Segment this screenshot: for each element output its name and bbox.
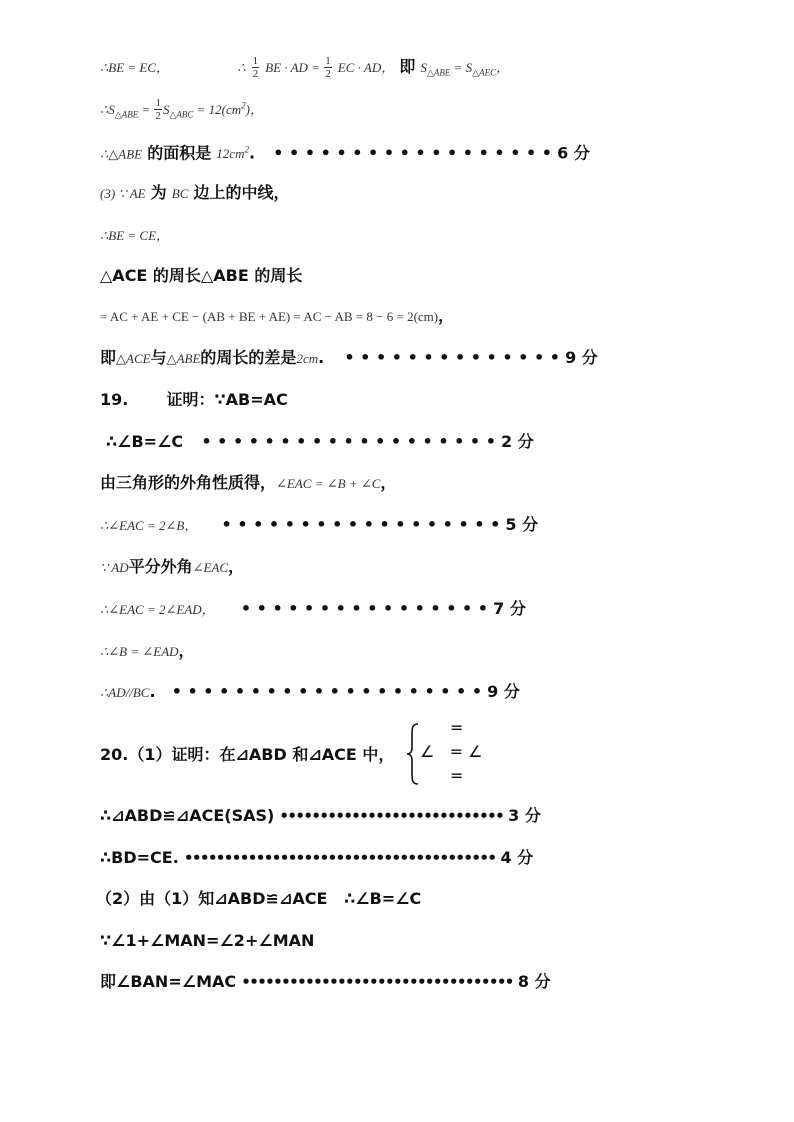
text-period-2: . bbox=[318, 348, 325, 367]
text-q20-proof-intro: 20.（1）证明：在⊿ABD 和⊿ACE 中， bbox=[100, 745, 395, 764]
text-comma-3: ， bbox=[228, 557, 245, 576]
score-label: 8 分 bbox=[517, 972, 551, 991]
math-triangle-abe-2: △ABE bbox=[166, 351, 201, 366]
math-eac-eq-b-c: ∠EAC = ∠B + ∠C bbox=[276, 476, 381, 491]
line-q19-start bbox=[100, 387, 288, 413]
line-perimeter-statement bbox=[100, 263, 302, 289]
question-number-19: 19. bbox=[100, 390, 129, 409]
math-eac-eq-2b: ∴∠EAC = 2∠B， bbox=[100, 518, 198, 533]
score-label: 3 分 bbox=[508, 806, 541, 825]
score-leader-dots: •••••••••••••••••••••••••••• bbox=[279, 807, 504, 825]
line-area-result bbox=[100, 137, 590, 167]
text-comma-2: ， bbox=[380, 473, 397, 492]
congruence-conditions-brace bbox=[406, 718, 496, 786]
line-perimeter-calc bbox=[100, 303, 454, 330]
line-perimeter-result bbox=[100, 345, 598, 372]
score-leader-dots: • • • • • • • • • • • • • • • • • • bbox=[273, 143, 553, 163]
math-triangle-abe: ∴△ABE bbox=[100, 146, 143, 162]
condition-row-1: = bbox=[450, 718, 464, 737]
line-congruent-sas bbox=[100, 803, 541, 829]
line-bd-eq-ce bbox=[100, 845, 533, 871]
line-ad-bisects bbox=[100, 554, 244, 581]
math-2cm: 2cm bbox=[296, 351, 319, 366]
text-ji: 即 bbox=[399, 57, 416, 76]
line-part3-median bbox=[100, 180, 290, 207]
text-angle1-man-angle2-man: ∵∠1+∠MAN=∠2+∠MAN bbox=[100, 931, 315, 950]
line-q20-start bbox=[100, 742, 394, 768]
line-angle-sum bbox=[100, 928, 314, 954]
math-12cm2: $12cm^2$ bbox=[216, 145, 249, 162]
text-bd-eq-ce: ∴BD=CE. bbox=[100, 848, 179, 867]
line-ban-eq-mac bbox=[100, 969, 551, 995]
score-label: 9 分 bbox=[487, 682, 520, 701]
text-ban-eq-mac: 即∠BAN=∠MAC bbox=[100, 972, 237, 991]
line-ad-parallel-bc bbox=[100, 679, 520, 706]
math-part3-ae: (3) ∵ AE bbox=[100, 186, 146, 201]
text-period: . bbox=[248, 143, 256, 163]
math-area-equality: $S_{\triangle ABE} = S_{\triangle AEC}$， bbox=[420, 60, 510, 78]
math-ec-ad: EC · AD， bbox=[337, 60, 395, 75]
math-ad-parallel-bc: ∴AD//BC bbox=[100, 685, 150, 700]
line-eac-2ead bbox=[100, 596, 526, 623]
score-leader-dots: • • • • • • • • • • • • • • • • • • • • bbox=[171, 682, 483, 701]
score-label: 2 分 bbox=[501, 432, 534, 451]
text-abd-congruent-ace: ∴⊿ABD≌⊿ACE(SAS) bbox=[100, 806, 275, 825]
score-label: 9 分 bbox=[565, 348, 598, 367]
score-label: 6 分 bbox=[557, 143, 590, 163]
math-eac-eq-2ead: ∴∠EAC = 2∠EAD， bbox=[100, 602, 215, 617]
condition-row-2: ∠ = ∠ bbox=[420, 742, 483, 761]
math-be-eq-ec: ∴BE = EC， bbox=[100, 60, 170, 75]
math-be-ad: BE · AD = bbox=[265, 60, 324, 75]
math-therefore: ∴ bbox=[237, 60, 246, 75]
math-perimeter-difference: = AC + AE + CE − (AB + BE + AE) = AC − AB = 8 − 6 = 2(cm) bbox=[100, 309, 439, 324]
fraction-half-1: $\frac{1}{2}$ bbox=[252, 55, 259, 80]
line-be-equals-ec bbox=[100, 54, 509, 86]
text-area-is: 的面积是 bbox=[147, 143, 212, 163]
math-bc: BC bbox=[171, 186, 189, 201]
text-ji-2: 即 bbox=[100, 348, 117, 367]
math-eac: ∠EAC bbox=[192, 560, 229, 575]
text-period-3: . bbox=[149, 682, 156, 701]
line-exterior-angle bbox=[100, 470, 396, 497]
text-median-on-side: 边上的中线， bbox=[193, 183, 290, 202]
text-exterior-angle-property: 由三角形的外角性质得， bbox=[100, 473, 277, 492]
fraction-half-2: $\frac{1}{2}$ bbox=[325, 55, 331, 80]
text-bisects-exterior-angle: 平分外角 bbox=[128, 557, 193, 576]
score-leader-dots: ••••••••••••••••••••••••••••••••••••••• bbox=[183, 849, 496, 867]
line-b-eq-ead bbox=[100, 638, 195, 665]
score-label: 7 分 bbox=[493, 599, 526, 618]
score-label: 4 分 bbox=[500, 848, 534, 867]
math-triangle-ace: △ACE bbox=[116, 351, 151, 366]
text-comma-4: ， bbox=[178, 641, 195, 660]
score-leader-dots: • • • • • • • • • • • • • • bbox=[344, 348, 560, 367]
line-part2-from-part1 bbox=[96, 886, 421, 912]
line-area-abe bbox=[100, 93, 263, 128]
score-leader-dots: •••••••••••••••••••••••••••••••••• bbox=[241, 973, 513, 991]
text-perimeter-diff-is: 的周长的差是 bbox=[200, 348, 297, 367]
text-yu: 与 bbox=[150, 348, 167, 367]
math-be-eq-ce: ∴BE = CE， bbox=[100, 228, 170, 243]
text-comma: ， bbox=[438, 306, 455, 325]
left-brace-icon bbox=[406, 722, 420, 786]
line-be-equals-ce bbox=[100, 222, 169, 249]
fraction-half-3: $\frac{1}{2}$ bbox=[155, 97, 161, 123]
math-b-eq-ead: ∴∠B = ∠EAD bbox=[100, 644, 179, 659]
text-part2-angle-b-c: （2）由（1）知⊿ABD≌⊿ACE ∴∠B=∠C bbox=[96, 889, 422, 908]
score-leader-dots: • • • • • • • • • • • • • • • • bbox=[240, 599, 489, 618]
score-leader-dots: • • • • • • • • • • • • • • • • • • bbox=[221, 515, 501, 534]
text-wei: 为 bbox=[150, 183, 167, 202]
text-angle-b-eq-c: ∴∠B=∠C bbox=[106, 432, 184, 451]
score-label: 5 分 bbox=[505, 515, 539, 534]
text-proof-ab-ac: 证明：∵AB=AC bbox=[166, 390, 288, 409]
math-area-abc: $S_{\triangle ABC} = 12(cm^2)$， bbox=[162, 101, 264, 120]
line-eac-2b bbox=[100, 512, 538, 539]
line-angle-b-c bbox=[106, 429, 534, 455]
score-leader-dots: • • • • • • • • • • • • • • • • • • • bbox=[201, 432, 496, 451]
text-perimeter-ace-abe: △ACE 的周长△ABE 的周长 bbox=[100, 266, 303, 285]
math-area-abe-half: $\therefore S_{\triangle ABE}$ = bbox=[100, 102, 154, 120]
condition-row-3: = bbox=[450, 766, 464, 785]
math-because-ad: ∵ AD bbox=[100, 560, 129, 575]
